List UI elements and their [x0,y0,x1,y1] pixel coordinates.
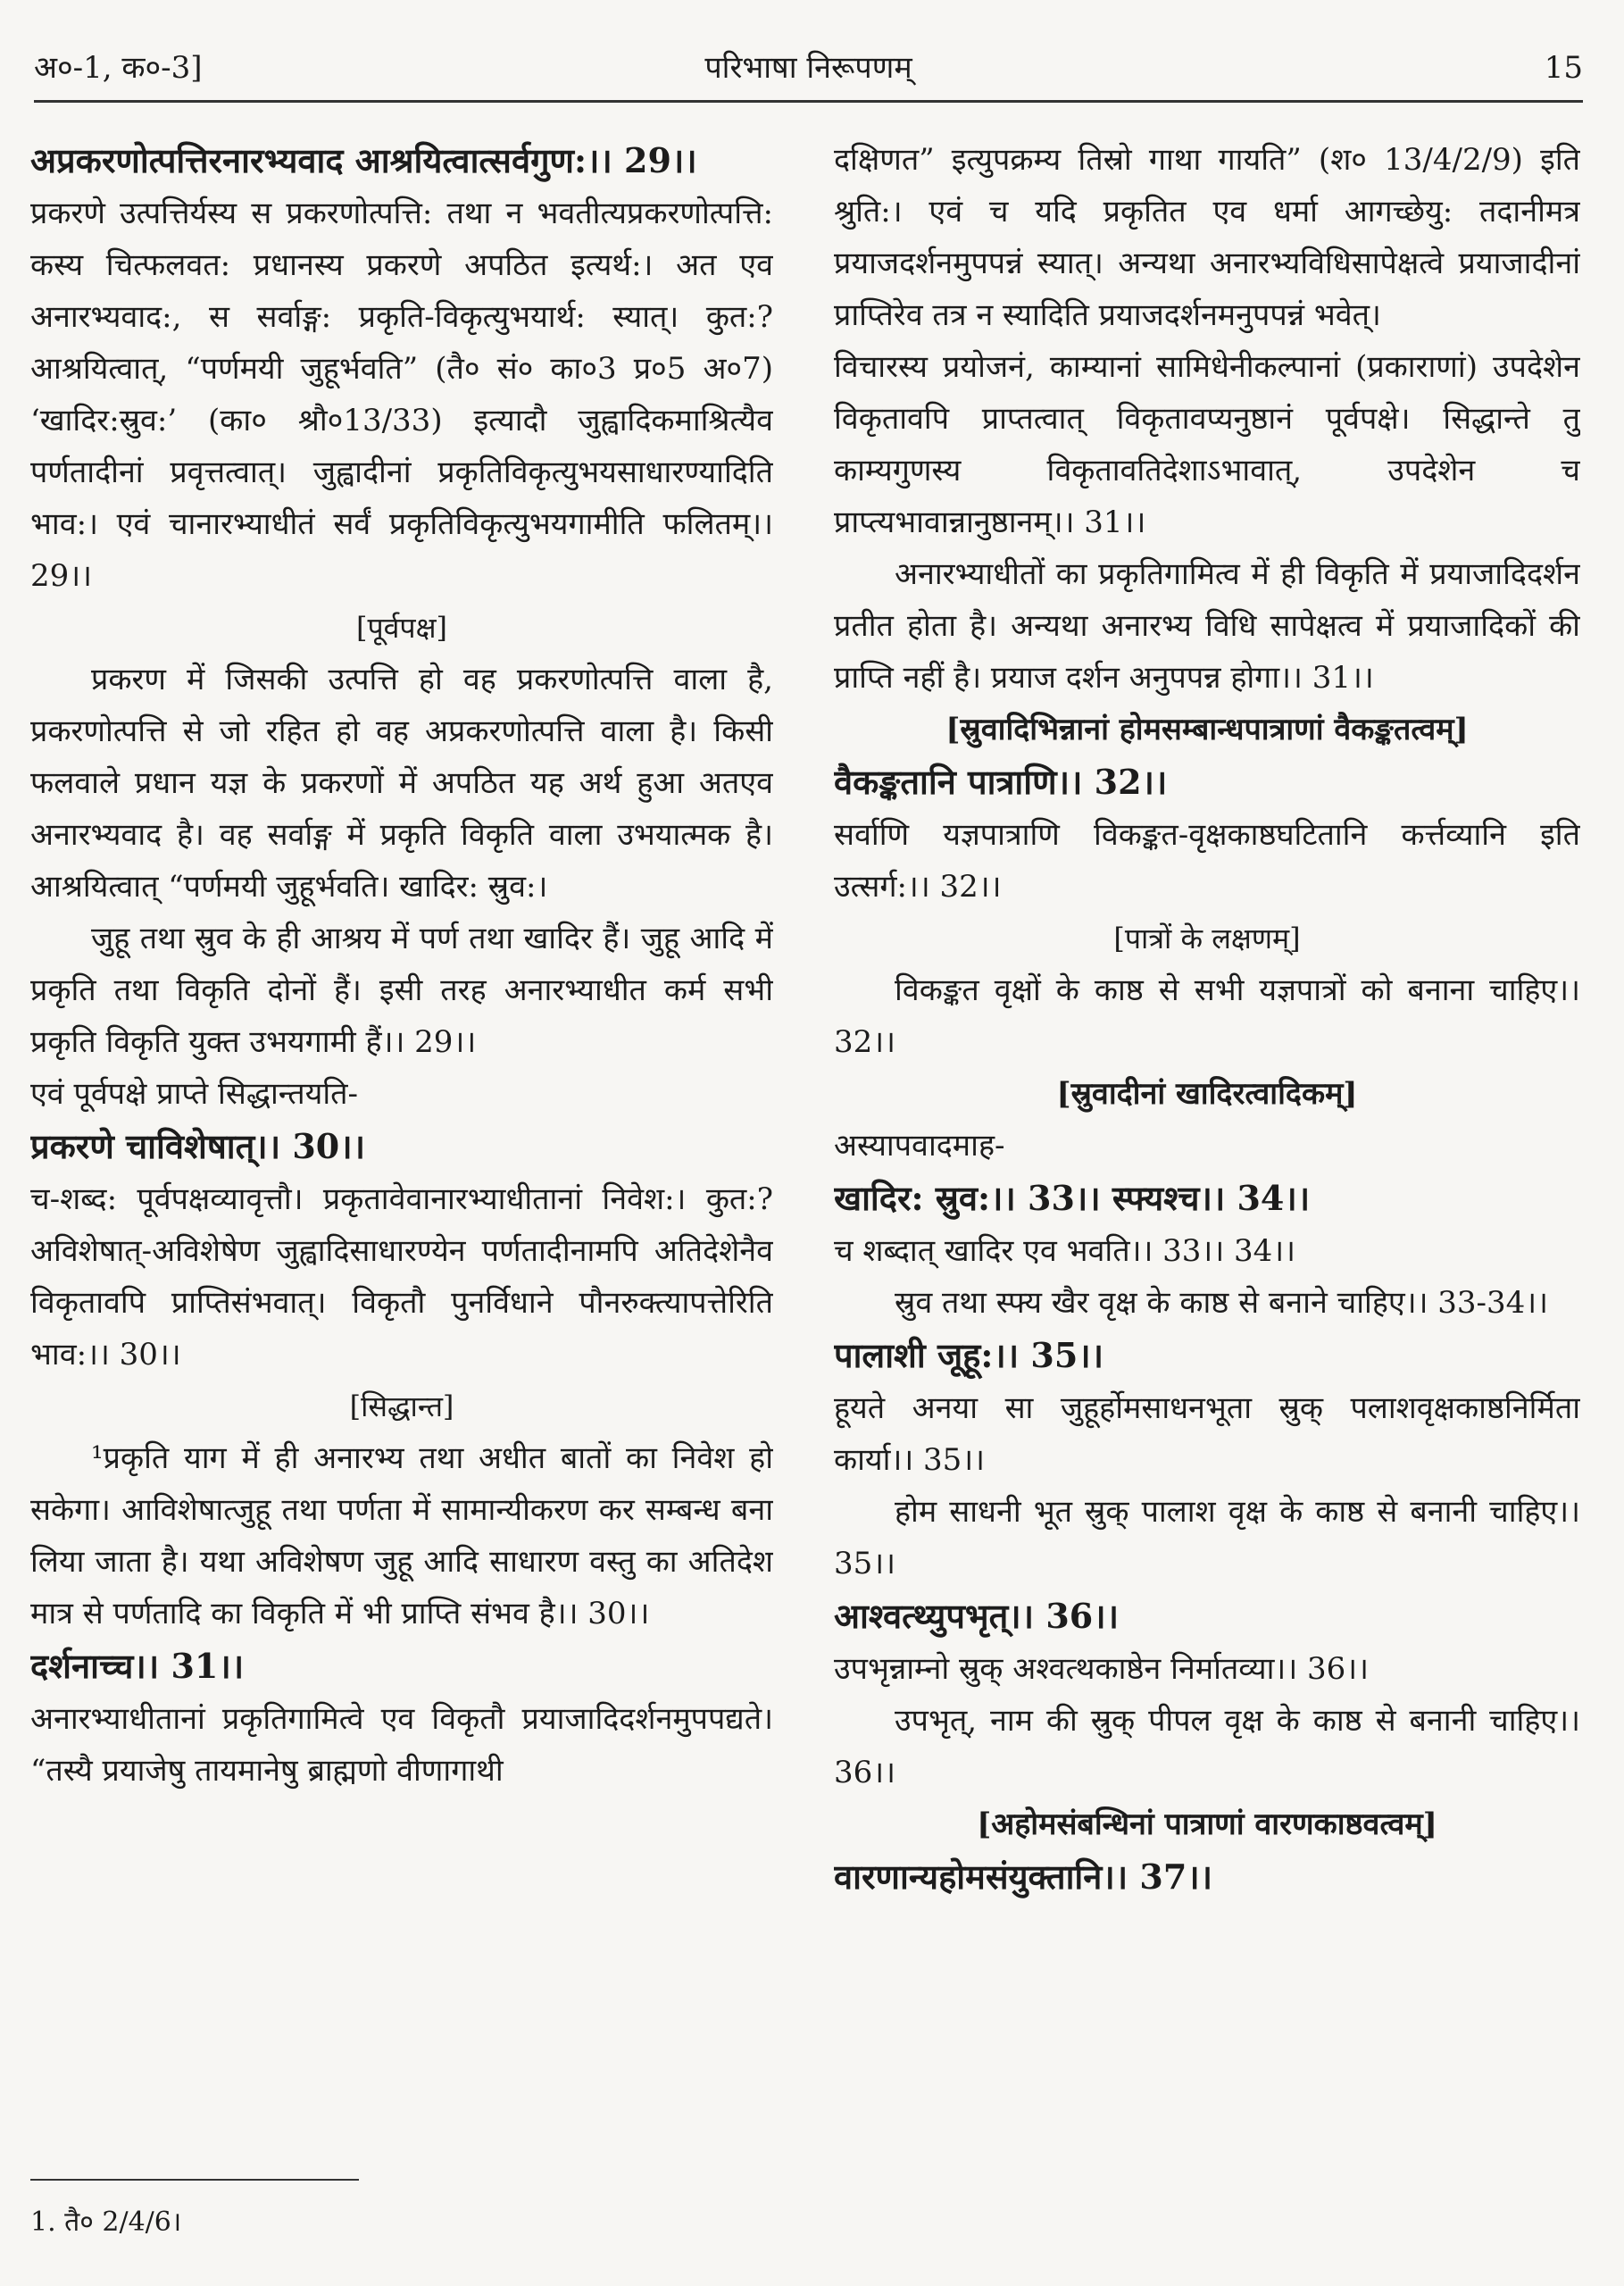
paragraph: प्रकरणे उत्पत्तिर्यस्य स प्रकरणोत्पत्ति: तथा न भवतीत्यप्रकरणोत्पत्ति: कस्य चित्फलवत: प्रधानस्य प्रकरणे अपठित इत्यर्थ:। अत एव अनारभ्यवाद:, स सर्वाङ्ग: प्रकृति-विकृत्युभयार्थ: स्यात्। कुत:? आश्रयित्वात्, “पर्णमयी जुहूर्भवति” (तै० सं० का०3 प्र०5 अ०7) ‘खादिर:स्रुव:’ (का० श्रौ०13/33) इत्यादौ जुह्वादिकमाश्रित्यैव पर्णतादीनां प्रवृत्तत्वात्। जुह्वादीनां प्रकृतिविकृत्युभयसाधारण्यादिति भाव:। एवं चानारभ्याधीतं सर्वं प्रकृतिविकृत्युभयगामीति फलितम्।। 29।। [30,196,773,594]
section-label: [स्रुवादीनां खादिरत्वादिकम्] [1056,1076,1358,1112]
sutra-heading: वैकङ्कतानि पात्राणि।। 32।। [834,762,1168,802]
footnote: 1. तै० 2/4/6। [30,2207,182,2238]
paragraph: च-शब्द: पूर्वपक्षव्यावृत्तौ। प्रकृतावेवानारभ्याधीतानां निवेश:। कुत:? अविशेषात्-अविशेषेण जुह्वादिसाधारण्येन पर्णतादीनामपि अतिदेशेनैव विकृतावपि प्राप्तिसंभवात्। विकृतौ पुनर्विधाने पौनरुक्त्यापत्तेरिति भाव:।। 30।। [30,1181,773,1372]
paragraph: होम साधनी भूत स्रुक् पालाश वृक्ष के काष्ठ से बनानी चाहिए।। 35।। [834,1494,1580,1581]
sutra-heading: दर्शनाच्च।। 31।। [30,1646,245,1686]
paragraph: एवं पूर्वपक्षे प्राप्ते सिद्धान्तयति- [30,1076,359,1112]
sutra-heading: खादिर: स्रुव:।। 33।। स्फ्यश्च।। 34।। [834,1178,1311,1218]
footnote-divider [30,2179,359,2181]
paragraph: उपभृत्, नाम की स्रुक् पीपल वृक्ष के काष्ठ से बनानी चाहिए।। 36।। [834,1703,1580,1790]
paragraph: प्रकरण में जिसकी उत्पत्ति हो वह प्रकरणोत्पत्ति वाला है, प्रकरणोत्पत्ति से जो रहित हो वह अप्रकरणोत्पत्ति वाला है। किसी फलवाले प्रधान यज्ञ के प्रकरणों में अपठित यह अर्थ हुआ अतएव अनारभ्यवाद है। वह सर्वाङ्ग में प्रकृति विकृति वाला उभयात्मक है। आश्रयित्वात् “पर्णमयी जुहूर्भवति। खादिर: स्रुव:। [30,662,773,905]
left-column [30,134,773,2188]
section-label: [सिद्धान्त] [349,1389,454,1423]
sutra-heading: अप्रकरणोत्पत्तिरनारभ्यवाद आश्रयित्वात्सर्वगुण:।। 29।। [30,140,697,180]
sutra-heading: आश्वत्थ्युपभृत्।। 36।। [834,1596,1120,1636]
paragraph: ¹प्रकृति याग में ही अनारभ्य तथा अधीत बातों का निवेश हो सकेगा। आविशेषात्जुहू तथा पर्णता में सामान्यीकरण कर सम्बन्ध बना लिया जाता है। यथा अविशेषण जुहू आदि साधारण वस्तु का अतिदेश मात्र से पर्णतादि का विकृति में भी प्राप्ति संभव है।। 30।। [30,1440,773,1631]
right-column [834,134,1580,2241]
paragraph: हूयते अनया सा जुहूर्होमसाधनभूता स्रुक् पलाशवृक्षकाष्ठनिर्मिता कार्या।। 35।। [834,1390,1580,1478]
paragraph: विकङ्कत वृक्षों के काष्ठ से सभी यज्ञपात्रों को बनाना चाहिए।। 32।। [834,972,1580,1060]
sutra-heading: पालाशी जूहू:।। 35।। [834,1335,1104,1375]
running-header [34,36,1583,103]
section-label: [पात्रों के लक्षणम्] [1113,922,1301,955]
paragraph: स्रुव तथा स्फ्य खैर वृक्ष के काष्ठ से बनाने चाहिए।। 33-34।। [895,1285,1549,1321]
paragraph: जुहू तथा स्रुव के ही आश्रय में पर्ण तथा खादिर हैं। जुहू आदि में प्रकृति तथा विकृति दोनों हैं। इसी तरह अनारभ्याधीत कर्म सभी प्रकृति विकृति युक्त उभयगामी हैं।। 29।। [30,921,773,1060]
paragraph: च शब्दात् खादिर एव भवति।। 33।। 34।। [834,1233,1296,1269]
paragraph: अस्यापवादमाह- [834,1128,1005,1164]
paragraph: दक्षिणत” इत्युपक्रम्य तिस्रो गाथा गायति” (श० 13/4/2/9) इति श्रुति:। एवं च यदि प्रकृतित एव धर्मा आगच्छेयु: तदानीमत्र प्रयाजदर्शनमुपपन्नं स्यात्। अन्यथा अनारभ्यविधिसापेक्षत्वे प्रयाजादीनां प्राप्तिरेव तत्र न स्यादिति प्रयाजदर्शनमनुपपन्नं भवेत्। [834,142,1580,333]
paragraph: विचारस्य प्रयोजनं, काम्यानां सामिधेनीकल्पानां (प्रकाराणां) उपदेशेन विकृतावपि प्राप्तत्वात् विकृतावप्यनुष्ठानं पूर्वपक्षे। सिद्धान्ते तु काम्यगुणस्य विकृतावतिदेशाऽभावात्, उपदेशेन च प्राप्त्यभावान्नानुष्ठानम्।। 31।। [834,349,1580,540]
page-number: 15 [1544,50,1583,86]
section-title: परिभाषा निरूपणम् [704,50,912,86]
paragraph: उपभृन्नाम्नो स्रुक् अश्वत्थकाष्ठेन निर्मातव्या।। 36।। [834,1651,1370,1687]
paragraph: अनारभ्याधीतों का प्रकृतिगामित्व में ही विकृति में प्रयाजादिदर्शन प्रतीत होता है। अन्यथा अनारभ्य विधि सापेक्षत्व में प्रयाजादिकों की प्राप्ति नहीं है। प्रयाज दर्शन अनुपपन्न होगा।। 31।। [834,556,1580,696]
sutra-heading: वारणान्यहोमसंयुक्तानि।। 37।। [834,1856,1213,1897]
paragraph: अनारभ्याधीतानां प्रकृतिगामित्वे एव विकृतौ प्रयाजादिदर्शनमुपपद्यते। “तस्यै प्रयाजेषु तायमानेषु ब्राह्मणो वीणागाथी [30,1701,773,1789]
chapter-reference: अ०-1, क०-3] [34,50,203,86]
section-label: [पूर्वपक्ष] [355,611,448,645]
paragraph: सर्वाणि यज्ञपात्राणि विकङ्कत-वृक्षकाष्ठघटितानि कर्त्तव्यानि इति उत्सर्ग:।। 32।। [834,817,1580,905]
section-label: [स्रुवादिभिन्नानां होमसम्बान्धपात्राणां वैकङ्कतत्वम्] [945,712,1469,747]
sutra-heading: प्रकरणे चाविशेषात्।। 30।। [30,1126,366,1166]
section-label: [अहोमसंबन्धिनां पात्राणां वारणकाष्ठवत्वम्] [977,1806,1437,1842]
